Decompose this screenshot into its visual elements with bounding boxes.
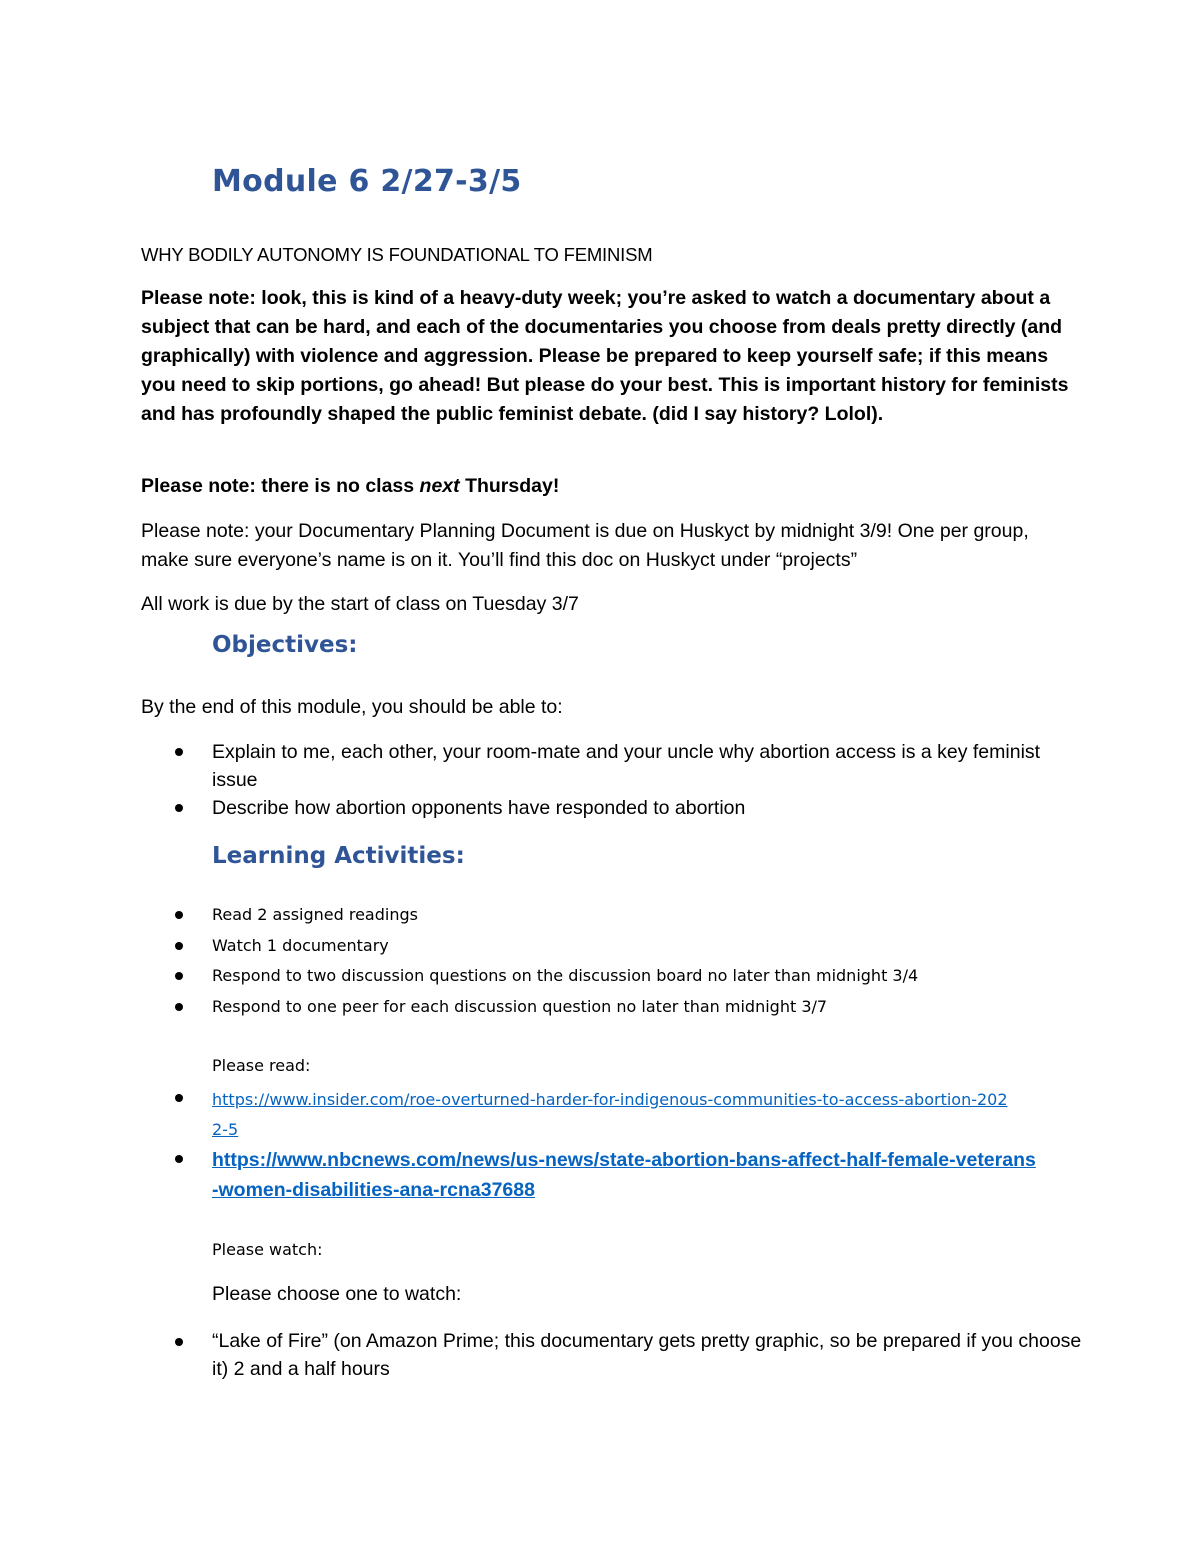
objective-item: Explain to me, each other, your room-mate and your uncle why abortion access is a key feminist issue	[212, 741, 1041, 791]
please-read-label: Please read:	[212, 1056, 311, 1075]
please-watch-label: Please watch:	[212, 1240, 323, 1259]
insider-article-link[interactable]: https://www.insider.com/roe-overturned-harder-for-indigenous-communities-to-access-abortion-2022-5	[212, 1090, 1008, 1139]
activity-item: Watch 1 documentary	[212, 936, 389, 955]
bullet-icon	[175, 748, 183, 756]
choose-one-label: Please choose one to watch:	[212, 1283, 462, 1305]
no-class-note: Please note: there is no class next Thursday!	[141, 475, 560, 497]
activity-item: Read 2 assigned readings	[212, 905, 418, 924]
activity-item: Respond to one peer for each discussion question no later than midnight 3/7	[212, 997, 828, 1016]
objective-item: Describe how abortion opponents have responded to abortion	[212, 797, 746, 819]
planning-doc-note: Please note: your Documentary Planning Document is due on Huskyct by midnight 3/9! One per group, make sure everyone’s name is on it. You’ll find this doc on Huskyct under “projects”	[141, 520, 1029, 571]
section-subheading: WHY BODILY AUTONOMY IS FOUNDATIONAL TO FEMINISM	[141, 244, 653, 265]
bullet-icon	[175, 972, 183, 980]
objectives-intro: By the end of this module, you should be able to:	[141, 696, 563, 718]
nbc-article-link[interactable]: https://www.nbcnews.com/news/us-news/state-abortion-bans-affect-half-female-veterans-women-disabilities-ana-rcna37688	[212, 1149, 1036, 1201]
heavy-week-note: Please note: look, this is kind of a heavy-duty week; you’re asked to watch a documentary about a subject that can be hard, and each of the documentaries you choose from deals pretty directly (and graphically) with violence and aggression. Please be prepared to keep yourself safe; if this means you need to skip portions, go ahead! But please do your best. This is important history for feminists and has profoundly shaped the public feminist debate. (did I say history? Lolol).	[141, 287, 1069, 425]
learning-activities-heading: Learning Activities:	[212, 843, 465, 869]
documentary-item: “Lake of Fire” (on Amazon Prime; this documentary gets pretty graphic, so be prepared if you choose it) 2 and a half hours	[212, 1330, 1082, 1380]
bullet-icon	[175, 1155, 183, 1163]
emphasis-next: next	[419, 475, 460, 497]
page-title: Module 6 2/27-3/5	[212, 164, 522, 199]
activity-item: Respond to two discussion questions on the discussion board no later than midnight 3/4	[212, 966, 919, 985]
bullet-icon	[175, 911, 183, 919]
bullet-icon	[175, 942, 183, 950]
reading-link-item	[212, 1145, 1042, 1205]
bullet-icon	[175, 1338, 183, 1346]
bullet-icon	[175, 1003, 183, 1011]
bullet-icon	[175, 1094, 183, 1102]
objectives-heading: Objectives:	[212, 632, 358, 658]
due-date-note: All work is due by the start of class on Tuesday 3/7	[141, 593, 579, 615]
bullet-icon	[175, 804, 183, 812]
reading-link-item	[212, 1085, 1012, 1145]
